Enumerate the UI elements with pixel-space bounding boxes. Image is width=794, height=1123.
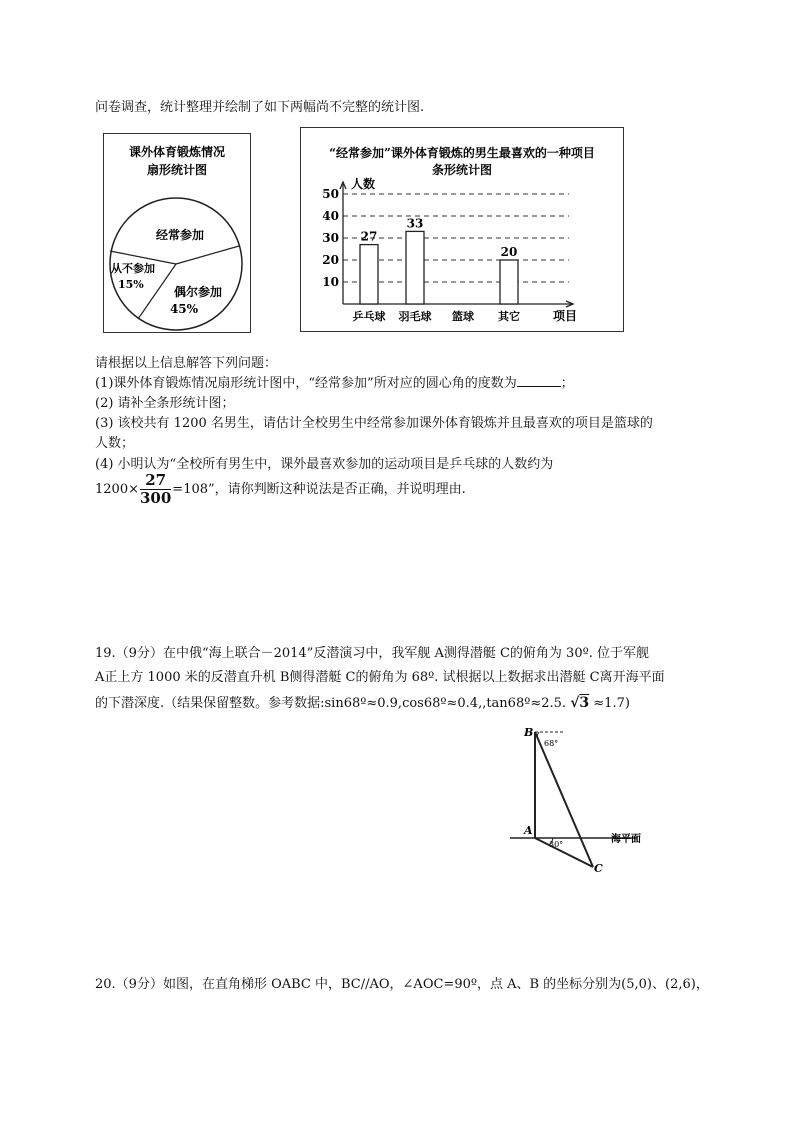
y-tick-label-30: 30 xyxy=(322,231,339,245)
problem-19-line3 xyxy=(95,692,630,711)
bar-value-label-其它: 20 xyxy=(500,245,518,259)
sqrt-expression: √3 xyxy=(570,695,590,711)
question-1 xyxy=(95,372,574,391)
question-1-text: (1)课外体育锻炼情况扇形统计图中，“经常参加”所对应的圆心角的度数为 xyxy=(95,376,517,391)
point-C-label: C xyxy=(594,862,603,875)
bar-chart-svg xyxy=(301,128,623,331)
y-axis-label: 人数 xyxy=(351,177,376,191)
fraction xyxy=(140,472,171,507)
question-4-prefix: 1200× xyxy=(95,482,139,497)
point-A-label: A xyxy=(524,824,533,837)
question-4-line2 xyxy=(95,472,466,507)
problem-19-line1: 19.（9分）在中俄“海上联合－2014”反潜演习中，我军舰 A测得潜艇 C的俯角为 30º. 位于军舰 xyxy=(95,646,649,661)
angle-B-label: 68° xyxy=(544,739,559,748)
problem-19-line3-b: ≈1.7) xyxy=(593,696,630,711)
question-3-line2: 人数； xyxy=(95,436,135,451)
intro-text: 问卷调查，统计整理并绘制了如下两幅尚不完整的统计图. xyxy=(95,100,425,115)
pie-chart-figure xyxy=(103,133,251,333)
angle-A-label: 30° xyxy=(549,840,564,849)
x-tick-label-其它: 其它 xyxy=(498,310,520,323)
pie-slice-label-never: 从不参加 xyxy=(111,262,155,275)
fraction-denominator: 300 xyxy=(139,489,172,507)
pie-slice-label-often: 经常参加 xyxy=(155,228,205,242)
problem-19-line3-a: 的下潜深度.（结果保留整数。参考数据:sin68º≈0.9,cos68º≈0.4,,tan68º≈2.5. xyxy=(95,696,567,711)
x-tick-label-羽毛球: 羽毛球 xyxy=(398,310,432,323)
y-tick-label-20: 20 xyxy=(322,253,339,267)
bar-其它 xyxy=(500,260,518,304)
question-2: (2) 请补全条形统计图； xyxy=(95,396,235,411)
problem-19-line2: A正上方 1000 米的反潜直升机 B侧得潜艇 C的俯角为 68º. 试根据以上数据求出潜艇 C离开海平面 xyxy=(95,670,665,685)
y-tick-label-40: 40 xyxy=(322,209,339,223)
x-tick-label-篮球: 篮球 xyxy=(452,310,474,323)
fraction-numerator: 27 xyxy=(140,472,171,490)
bar-羽毛球 xyxy=(406,231,424,304)
sqrt-radicand: 3 xyxy=(579,695,590,711)
bar-value-label-羽毛球: 33 xyxy=(406,216,424,231)
answer-blank xyxy=(517,374,561,387)
pie-title-line2: 扇形统计图 xyxy=(146,163,208,177)
question-1-end: ； xyxy=(560,376,574,391)
bar-chart-figure xyxy=(300,127,624,332)
pie-slice-percent-never: 15% xyxy=(118,278,144,291)
questions-prompt: 请根据以上信息解答下列问题： xyxy=(95,356,278,371)
problem-20-line1: 20.（9分）如图，在直角梯形 OABC 中，BC//AO，∠AOC=90º，点 A、B 的坐标分别为(5,0)、(2,6)， xyxy=(95,977,709,992)
bar-乒乓球 xyxy=(360,245,378,304)
point-B-label: B xyxy=(524,726,534,739)
sea-level-label: 海平面 xyxy=(611,834,641,845)
line-AC xyxy=(535,838,593,867)
question-4-line1: (4) 小明认为“全校所有男生中，课外最喜欢参加的运动项目是乒乓球的人数约为 xyxy=(95,457,554,472)
pie-slice-label-sometimes: 偶尔参加 xyxy=(173,285,223,299)
y-tick-label-50: 50 xyxy=(322,187,339,201)
x-axis-label: 项目 xyxy=(553,309,578,323)
bar-chart-subtitle: 条形统计图 xyxy=(431,163,493,177)
pie-slice-percent-sometimes: 45% xyxy=(169,302,199,316)
y-tick-label-10: 10 xyxy=(322,275,339,289)
pie-title-line1: 课外体育锻炼情况 xyxy=(128,145,226,159)
bar-value-label-乒乓球: 27 xyxy=(360,229,378,244)
problem-19-figure xyxy=(505,722,665,882)
line-BC xyxy=(535,732,593,867)
bar-chart-title: “经常参加”课外体育锻炼的男生最喜欢的一种项目 xyxy=(329,146,595,160)
pie-chart-svg xyxy=(104,134,250,332)
question-3-line1: (3) 该校共有 1200 名男生，请估计全校男生中经常参加课外体育锻炼并且最喜欢的项目是篮球的 xyxy=(95,416,653,431)
question-4-suffix: =108”，请你判断这种说法是否正确，并说明理由. xyxy=(172,482,466,497)
x-tick-label-乒乓球: 乒乓球 xyxy=(352,310,386,323)
